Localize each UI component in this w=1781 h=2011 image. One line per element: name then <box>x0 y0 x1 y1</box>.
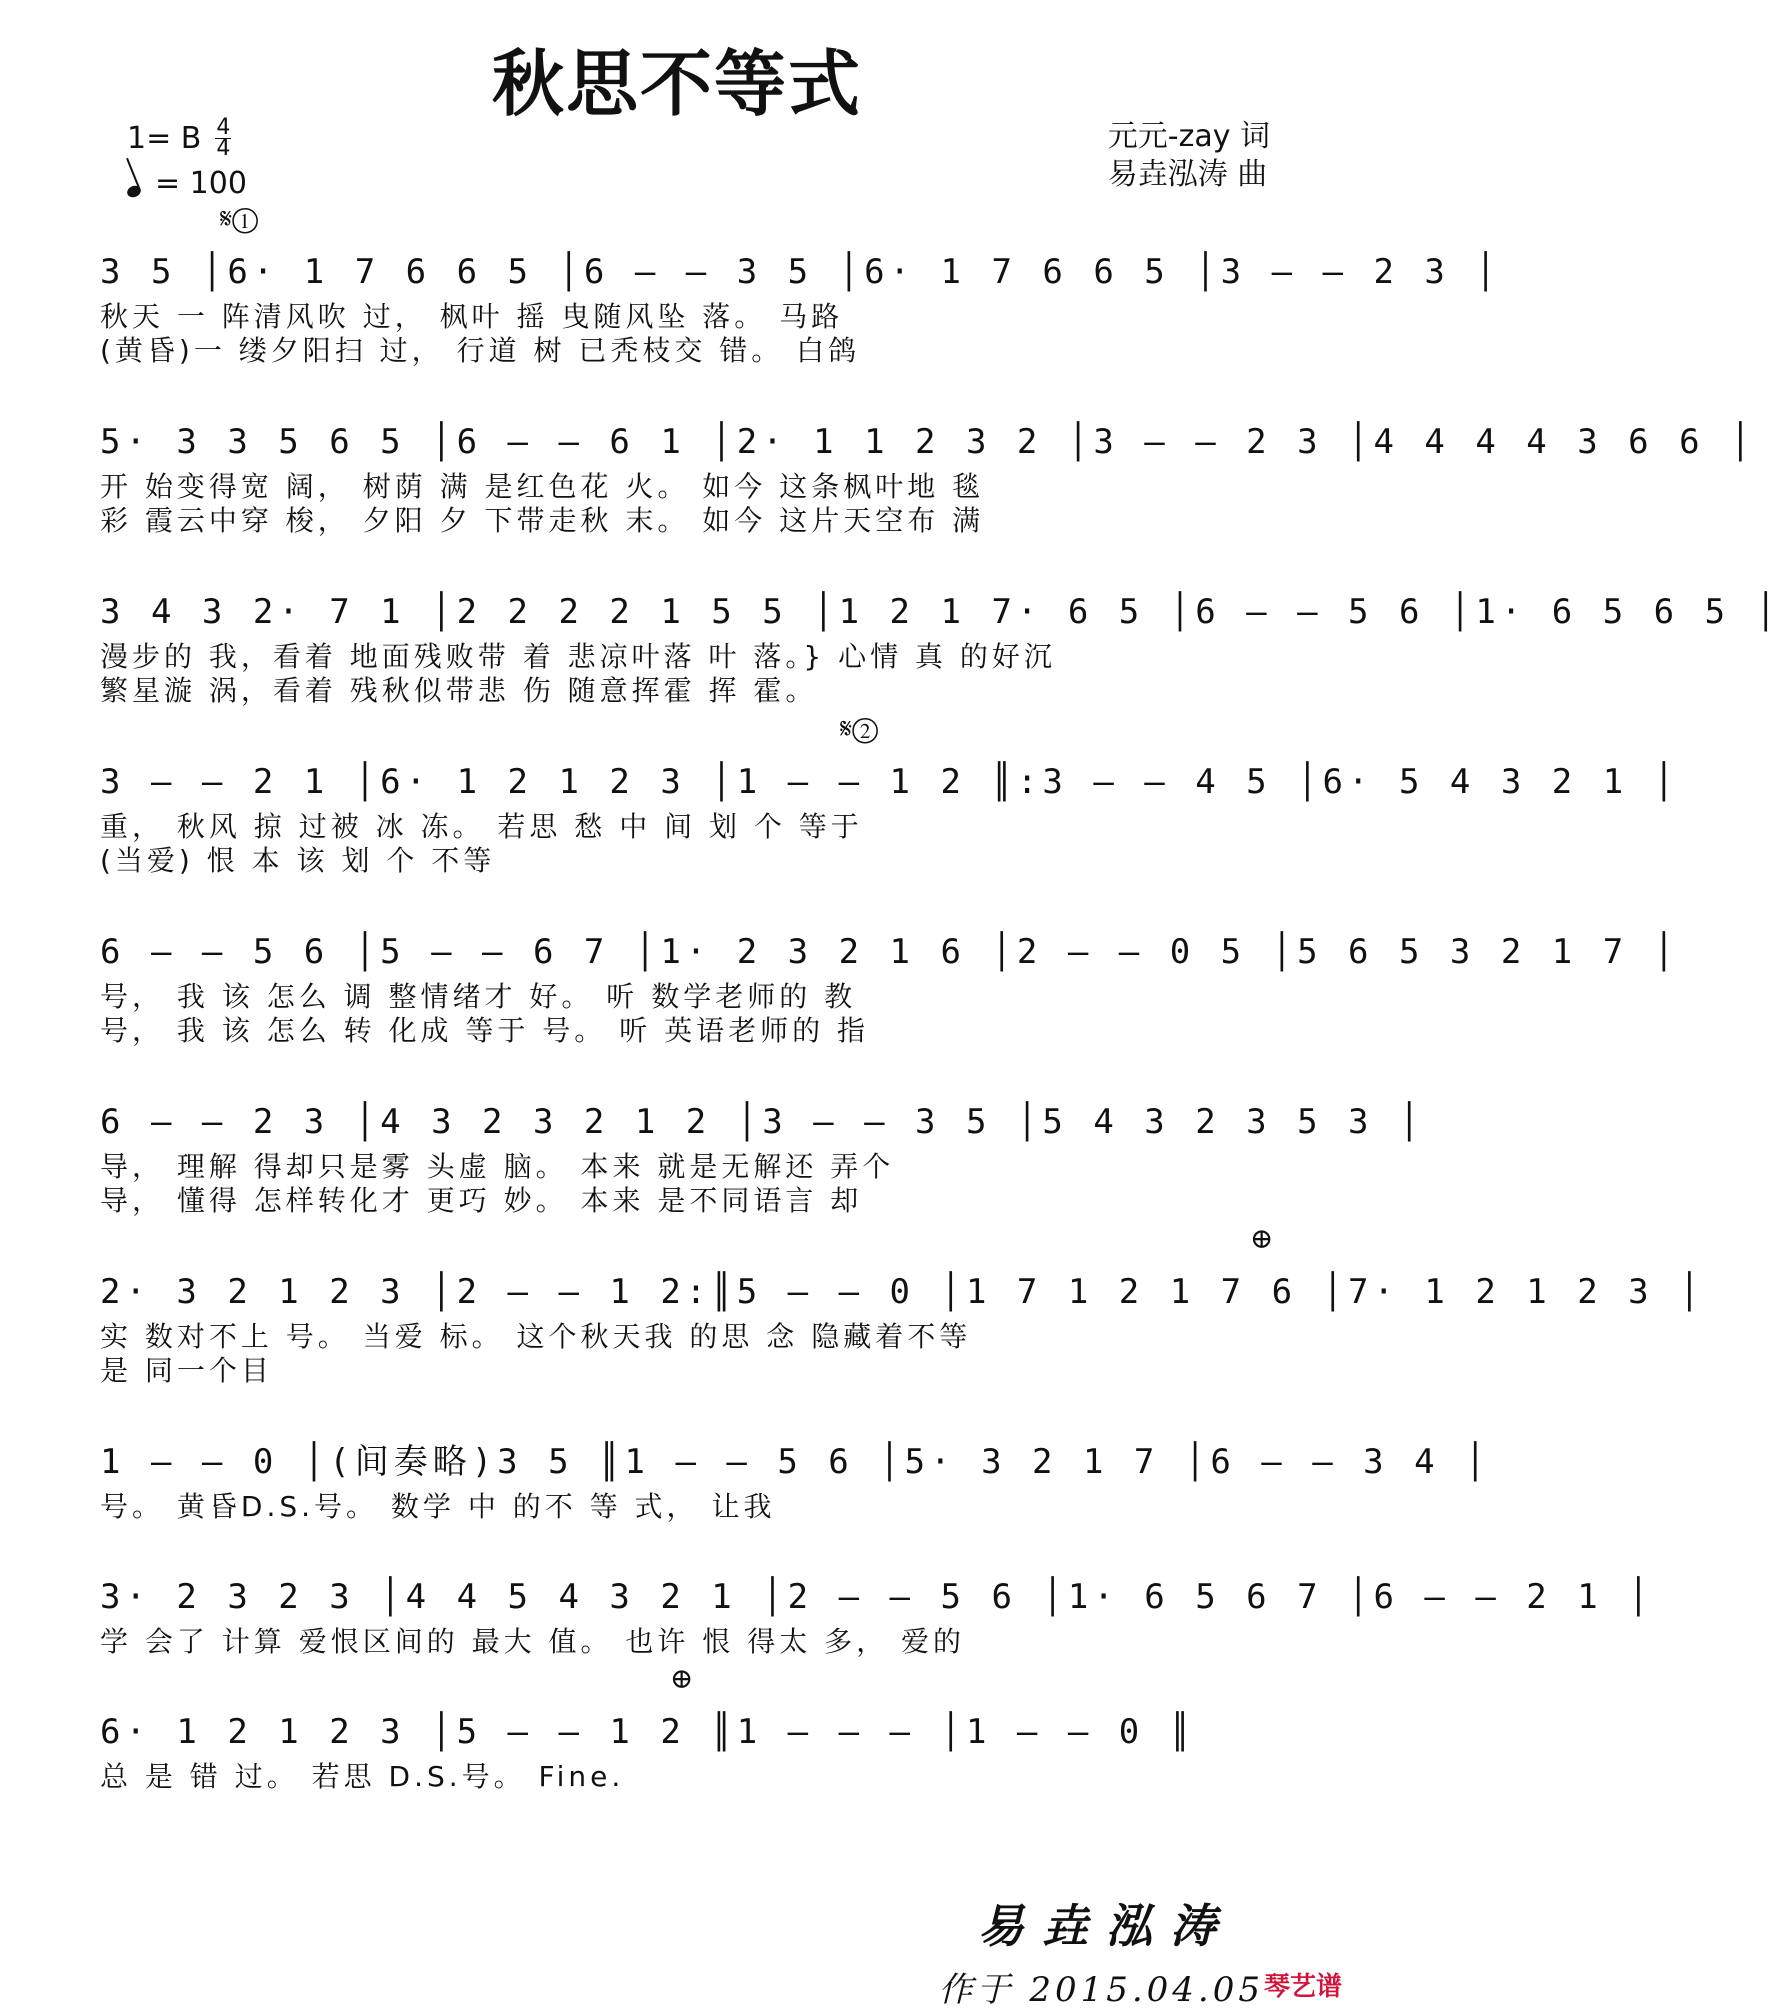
coda-marker: ⊕ <box>1250 1222 1274 1255</box>
key-signature <box>127 115 247 161</box>
tempo-marking <box>127 165 247 203</box>
lyric-line-verse2: 号， 我 该 怎么 转 化成 等于 号。 听 英语老师的 指 <box>100 1014 870 1047</box>
credits-block <box>1108 118 1270 194</box>
lyric-line-verse1: 导， 理解 得却只是雾 头虚 脑。 本来 就是无解还 弄个 <box>100 1150 895 1183</box>
lyric-line-verse1: 漫步的 我，看着 地面残败带 着 悲凉叶落 叶 落。} 心情 真 的好沉 <box>100 640 1056 673</box>
notation-line: 1 — — 0 │(间奏略)3 5 ║1 — — 5 6 │5· 3 2 1 7 │6 — — 3 4 │ <box>100 1442 1491 1482</box>
lyric-line-verse1: 学 会了 计算 爱恨区间的 最大 值。 也许 恨 得太 多， 爱的 <box>100 1625 966 1658</box>
author-signature: 易垚泓涛 <box>978 1899 1234 1953</box>
lyric-line-verse2: 彩 霞云中穿 梭， 夕阳 夕 下带走秋 末。 如今 这片天空布 满 <box>100 504 985 537</box>
notation-line: 6 — — 2 3 │4 3 2 3 2 1 2 │3 — — 3 5 │5 4 3 2 3 5 3 │ <box>100 1102 1425 1142</box>
lyric-line-verse2: 是 同一个目 <box>100 1354 273 1387</box>
key-label: 1= B <box>127 120 202 156</box>
lyric-line-verse1: 总 是 错 过。 若思 D.S.号。 Fine. <box>100 1760 625 1793</box>
lyric-line-verse2: 繁星漩 涡，看着 残秋似带悲 伤 随意挥霍 挥 霍。 <box>100 674 818 707</box>
song-title: 秋思不等式 <box>491 41 862 126</box>
notation-line: 6 — — 5 6 │5 — — 6 7 │1· 2 3 2 1 6 │2 — — 0 5 │5 6 5 3 2 1 7 │ <box>100 932 1680 972</box>
time-sig-denominator: 4 <box>216 136 231 161</box>
lyric-line-verse2: 导， 懂得 怎样转化才 更巧 妙。 本来 是不同语言 却 <box>100 1184 863 1217</box>
quarter-note-icon <box>125 183 142 198</box>
composer-credit: 易垚泓涛 曲 <box>1107 157 1268 192</box>
lyric-line-verse1: 开 始变得宽 阔， 树荫 满 是红色花 火。 如今 这条枫叶地 毯 <box>100 470 985 503</box>
lyric-line-verse2: (黄昏)一 缕夕阳扫 过， 行道 树 已秃枝交 错。 白鸽 <box>100 334 861 367</box>
notation-line: 3 — — 2 1 │6· 1 2 1 2 3 │1 — — 1 2 ║:3 — — 4 5 │6· 5 4 3 2 1 │ <box>100 762 1680 802</box>
lyric-line-verse1: 号。 黄昏D.S.号。 数学 中 的不 等 式， 让我 <box>100 1490 776 1523</box>
time-sig-numerator: 4 <box>216 115 231 140</box>
segno-marker-1: 𝄋① <box>220 202 259 235</box>
lyric-line-verse1: 号， 我 该 怎么 调 整情绪才 好。 听 数学老师的 教 <box>100 980 857 1013</box>
notation-line: 3 4 3 2· 7 1 │2 2 2 2 1 5 5 │1 2 1 7· 6 5 │6 — — 5 6 │1· 6 5 6 5 │ <box>100 592 1781 632</box>
site-watermark: 琴艺谱 <box>1263 1972 1342 2002</box>
notation-line: 3· 2 3 2 3 │4 4 5 4 3 2 1 │2 — — 5 6 │1· 6 5 6 7 │6 — — 2 1 │ <box>100 1577 1654 1617</box>
time-signature <box>215 115 231 161</box>
lyric-line-verse1: 重， 秋风 掠 过被 冰 冻。 若思 愁 中 间 划 个 等于 <box>100 810 863 843</box>
lyric-line-verse1: 实 数对不上 号。 当爱 标。 这个秋天我 的思 念 隐藏着不等 <box>100 1320 972 1353</box>
coda-marker-2: ⊕ <box>670 1662 694 1695</box>
notation-line: 2· 3 2 1 2 3 │2 — — 1 2:║5 — — 0 │1 7 1 2 1 7 6 │7· 1 2 1 2 3 │ <box>100 1272 1705 1312</box>
notation-line: 3 5 │6· 1 7 6 6 5 │6 — — 3 5 │6· 1 7 6 6 5 │3 — — 2 3 │ <box>100 252 1501 292</box>
composition-date: 作于 2015.04.05 <box>938 1970 1264 2010</box>
key-tempo-block <box>127 115 247 203</box>
notation-line: 6· 1 2 1 2 3 │5 — — 1 2 ║1 — — — │1 — — 0 ║ <box>100 1712 1196 1752</box>
lyricist-credit: 元元-zay 词 <box>1107 119 1270 154</box>
segno-marker-2: 𝄋② <box>840 712 879 745</box>
notation-line: 5· 3 3 5 6 5 │6 — — 6 1 │2· 1 1 2 3 2 │3 — — 2 3 │4 4 4 4 3 6 6 │ <box>100 422 1756 462</box>
lyric-line-verse1: 秋天 一 阵清风吹 过， 枫叶 摇 曳随风坠 落。 马路 <box>100 300 844 333</box>
tempo-value: = 100 <box>155 166 247 201</box>
lyric-line-verse2: (当爱) 恨 本 该 划 个 不等 <box>100 844 496 877</box>
